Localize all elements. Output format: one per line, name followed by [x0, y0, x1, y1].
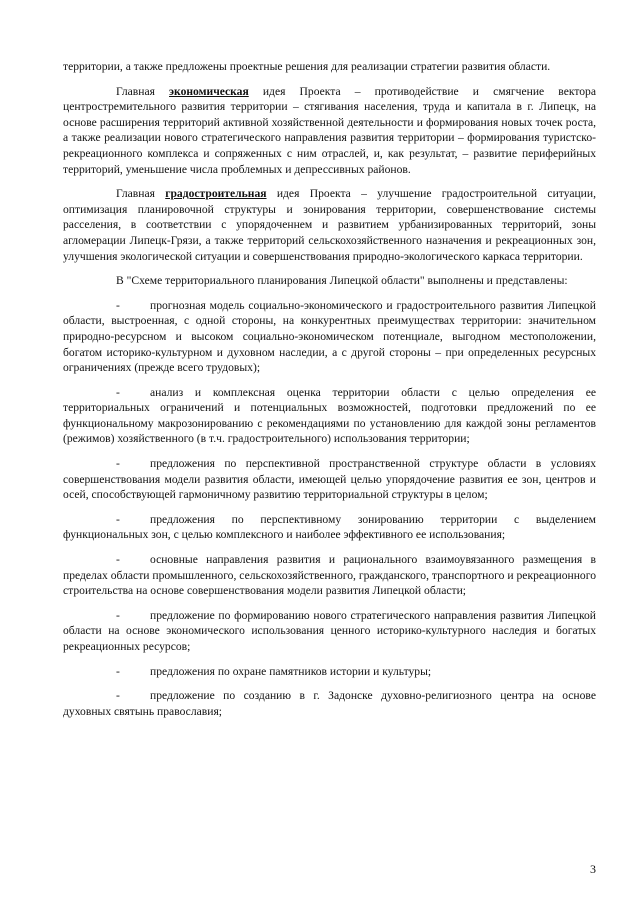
list-item — [63, 385, 596, 447]
dash-marker: - — [116, 553, 120, 567]
list-item-text: анализ и комплексная оценка территории области с целью определения ее территориальных ограничений и потенциальных возможностей, подготовки предложений по ее функциональному макрозонированию с рекомендациями по установлению для каждой зоны регламентов (режимов) хозяйственного (в т.ч. градостроительного) использования территории; — [63, 385, 596, 446]
urban-idea-paragraph — [63, 186, 596, 264]
list-item — [63, 688, 596, 719]
urban-idea-text: идея Проекта – улучшение градостроительной ситуации, оптимизация планировочной структуры и зонирования территории, совершенствование системы расселения, в соответствии с упорядоченнем и развитием урбанизированных территорий, зоны агломерации Липецк-Грязи, а также территорий сельскохозяйственного назначения и рекреационных зон, улучшения экологической ситуации и совершенствования природно-экологического каркаса территории. — [63, 187, 596, 263]
list-item-text: предложения по перспективному зонированию территории с выделением функциональных зон, с целью комплексного и наиболее эффективного ее использования; — [63, 512, 596, 542]
dash-marker: - — [116, 298, 120, 312]
list-item — [63, 608, 596, 655]
dash-marker: - — [116, 457, 120, 471]
list-item — [63, 512, 596, 543]
list-item-text: предложение по созданию в г. Задонске духовно-религиозного центра на основе духовных святынь православия; — [63, 689, 596, 718]
list-item-text: предложения по охране памятников истории и культуры; — [150, 664, 432, 678]
dash-marker: - — [116, 664, 120, 678]
urban-idea-lead: Главная — [116, 187, 166, 201]
list-item-text: предложение по формированию нового стратегического направления развития Липецкой области на основе экономического использования ценного историко-культурного наследия и богатых рекреационных ресурсов; — [63, 608, 596, 653]
scheme-intro-paragraph: В "Схеме территориального планирования Липецкой области" выполнены и представлены: — [116, 274, 568, 288]
dash-marker: - — [116, 385, 120, 399]
list-item — [63, 552, 596, 599]
list-item-text: основные направления развития и рационального взаимоувязанного размещения в пределах области промышленного, сельскохозяйственного, гражданского, транспортного и рекреационного строительства на основе совершенствования модели развития Липецкой области; — [63, 553, 596, 598]
dash-marker: - — [116, 689, 120, 703]
economic-idea-paragraph — [63, 84, 596, 178]
economic-keyword: экономическая — [169, 84, 249, 98]
list-item-text: предложения по перспективной пространственной структуре области в условиях совершенствования модели развития области, имеющей целью упорядочение развития ее зон, центров и осей, способствующей гармоничному развитию территориальной структуры в целом; — [63, 457, 596, 502]
results-list — [63, 298, 596, 720]
dash-marker: - — [116, 512, 120, 526]
economic-idea-lead: Главная — [116, 84, 170, 98]
list-item-text: прогнозная модель социально-экономического и градостроительного развития Липецкой области, выстроенная, с одной стороны, на конкурентных преимуществах территории: значительном природно-ресурсном и высоком социально-экономическом потенциале, выгодном местоположении, богатом историко-культурном и духовном наследии, а с другой стороны – при определенных ресурсных ограничениях (прежде всего трудовых); — [63, 298, 596, 375]
list-item — [63, 298, 596, 376]
list-item — [63, 456, 596, 503]
dash-marker: - — [116, 608, 120, 622]
economic-idea-text: идея Проекта – противодействие и смягчение вектора центростремительного развития территории – стягивания населения, труда и капитала в г. Липецк, на основе расширения территорий активной хозяйственной деятельности и формирования новых точек роста, а также реализации нового стратегического направления развития территории – формирования туристско-рекреационного комплекса и сопряженных с ним отраслей, и, как результат, – развитие периферийных территорий, уменьшение числа проблемных и депрессивных районов. — [63, 84, 596, 176]
page-number: 3 — [590, 862, 596, 876]
urban-planning-keyword: градостроительная — [165, 187, 267, 201]
intro-continuation-paragraph: территории, а также предложены проектные решения для реализации стратегии развития области. — [63, 60, 551, 73]
list-item — [63, 664, 596, 680]
